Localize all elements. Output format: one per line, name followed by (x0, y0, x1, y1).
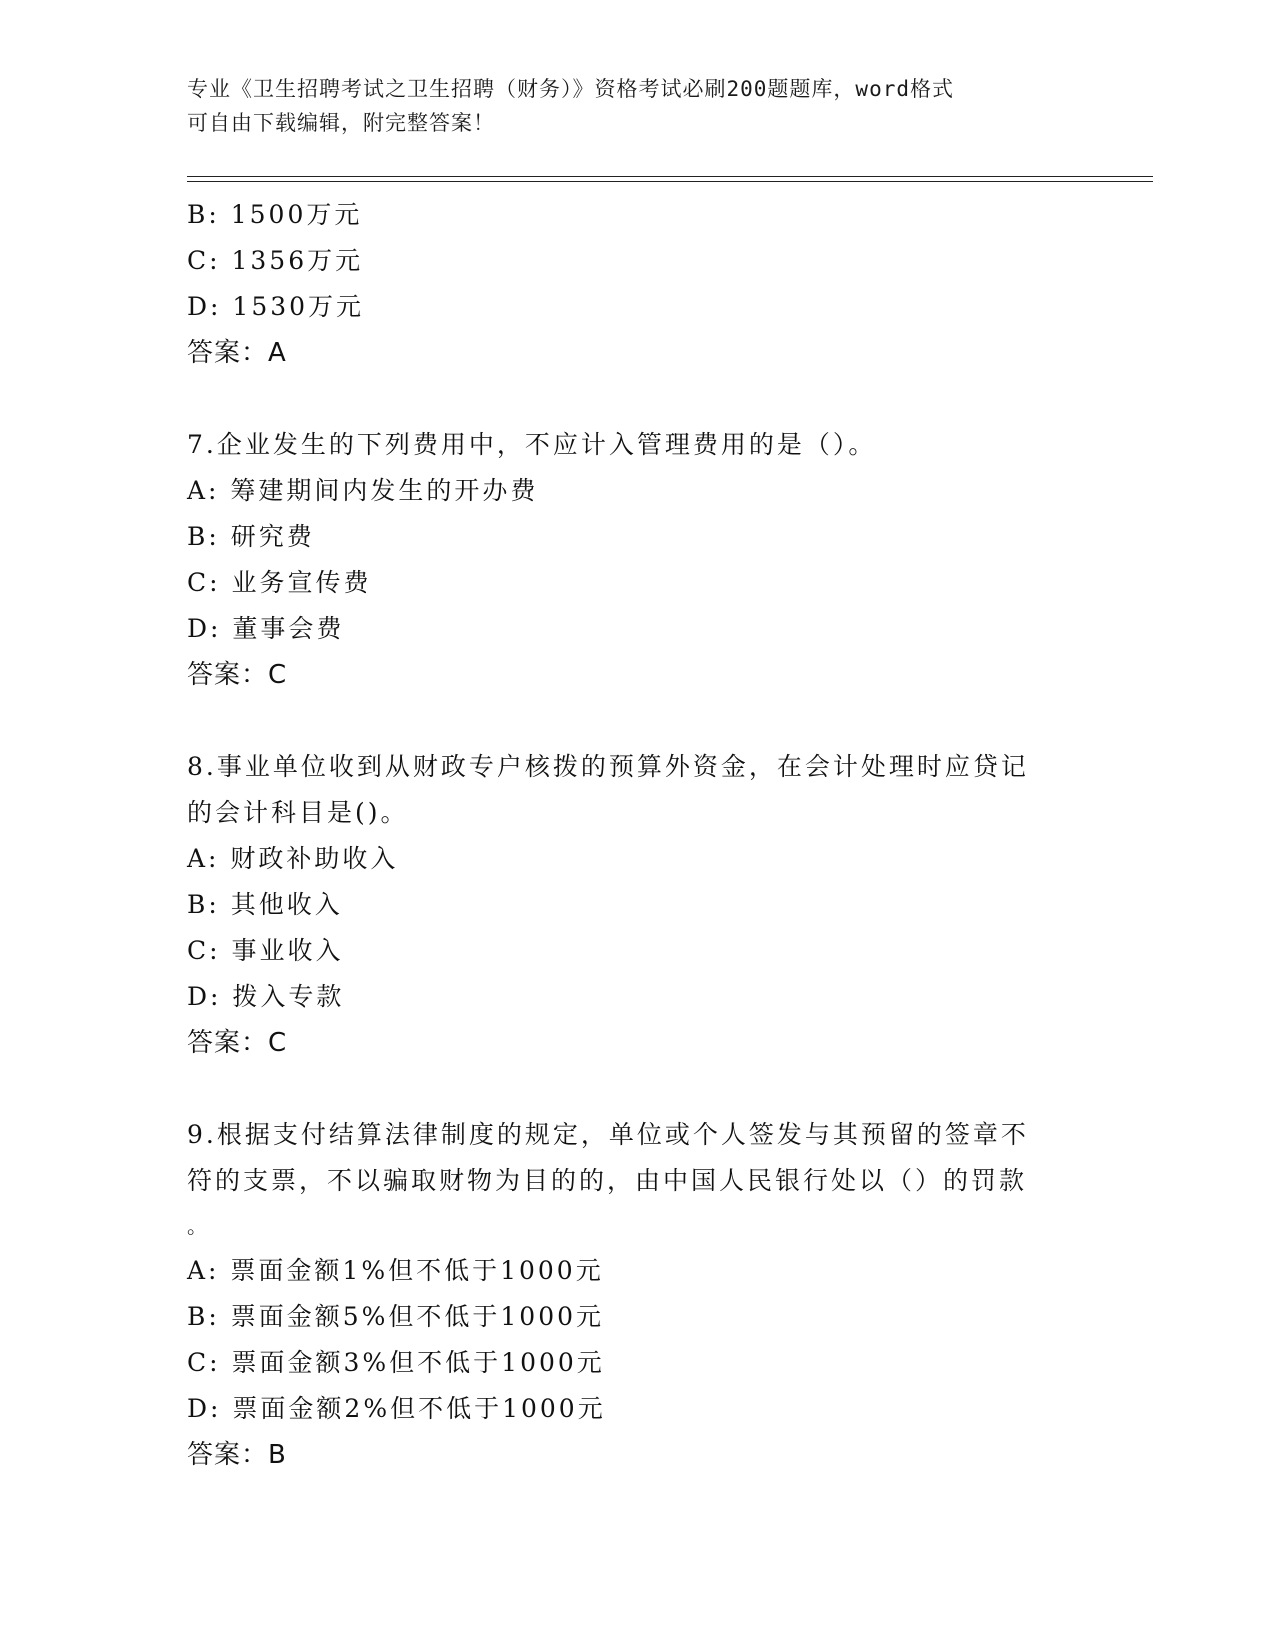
answer-line: 答案：C (187, 1028, 288, 1058)
header-rule-top (187, 176, 1153, 177)
answer-line: 答案：C (187, 660, 288, 690)
header-line-2: 可自由下载编辑，附完整答案！ (187, 111, 495, 135)
question-7-block (187, 422, 1067, 698)
option-c: C: 1356万元 (187, 246, 364, 275)
option-d: D: 票面金额2%但不低于1000元 (187, 1394, 606, 1423)
spacer (187, 376, 1067, 422)
header-rule-bottom (187, 181, 1153, 182)
option-d: D: 拨入专款 (187, 982, 345, 1011)
option-b: B: 其他收入 (187, 890, 343, 919)
question-text-line-1: 9.根据支付结算法律制度的规定，单位或个人签发与其预留的签章不 (187, 1120, 1029, 1149)
question-text-line-3: 。 (187, 1214, 210, 1238)
option-b: B: 研究费 (187, 522, 315, 551)
option-d: D: 1530万元 (187, 292, 365, 321)
question-8-block (187, 744, 1067, 1066)
option-a: A: 票面金额1%但不低于1000元 (187, 1256, 604, 1285)
option-c: C: 业务宣传费 (187, 568, 372, 597)
option-c: C: 票面金额3%但不低于1000元 (187, 1348, 605, 1377)
option-a: A: 筹建期间内发生的开办费 (187, 476, 539, 505)
option-b: B: 1500万元 (187, 200, 363, 229)
question-text-line-2: 符的支票，不以骗取财物为目的的，由中国人民银行处以（）的罚款 (187, 1166, 1028, 1195)
question-9-block (187, 1112, 1067, 1478)
question-list (187, 192, 1067, 1478)
option-b: B: 票面金额5%但不低于1000元 (187, 1302, 605, 1331)
question-text-line-1: 8.事业单位收到从财政专户核拨的预算外资金，在会计处理时应贷记 (187, 752, 1029, 781)
header-line-1: 专业《卫生招聘考试之卫生招聘（财务）》资格考试必刷200题题库，word格式 (187, 77, 954, 101)
option-d: D: 董事会费 (187, 614, 345, 643)
question-text-line-2: 的会计科目是()。 (187, 798, 409, 827)
option-a: A: 财政补助收入 (187, 844, 399, 873)
question-text: 7.企业发生的下列费用中，不应计入管理费用的是（）。 (187, 430, 877, 459)
answer-line: 答案：A (187, 338, 287, 368)
document-header (187, 72, 1067, 140)
option-c: C: 事业收入 (187, 936, 344, 965)
answer-line: 答案：B (187, 1440, 287, 1470)
spacer (187, 1066, 1067, 1112)
question-6-block (187, 192, 1067, 376)
spacer (187, 698, 1067, 744)
